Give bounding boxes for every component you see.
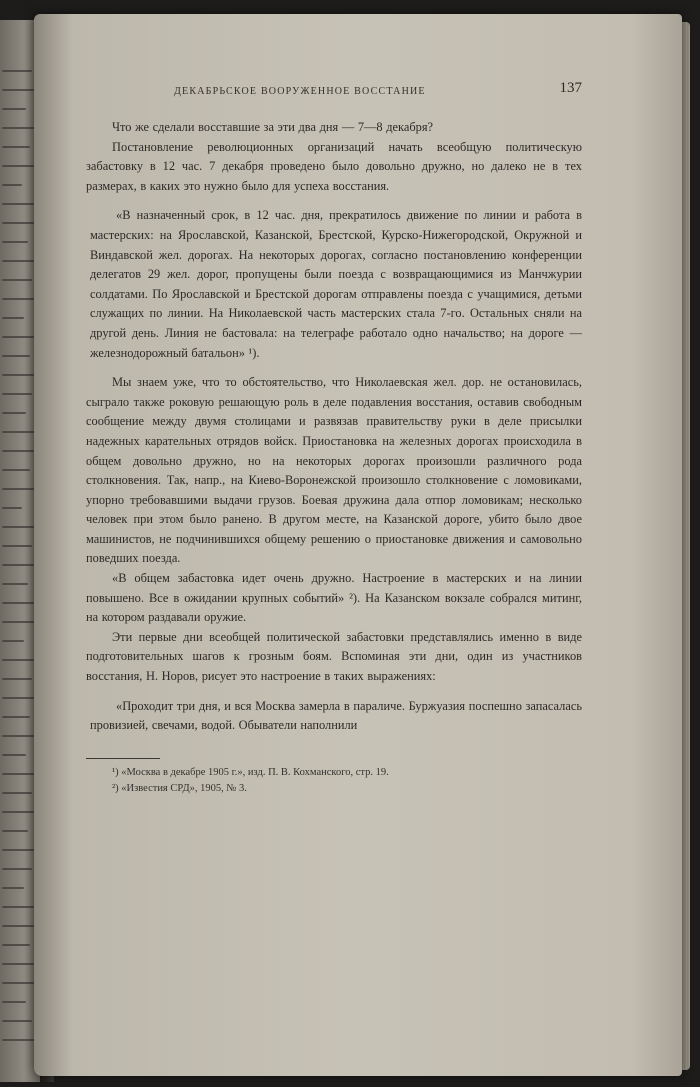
quote-strike-mood: «В общем забастовка идет очень дружно. Настроение в мастерских и на линии повышено. Все в ожидании крупных событий» ²). На Казанском вокзале собрался митинг, на котором раздавали оружие. xyxy=(86,571,582,625)
footnote-divider xyxy=(86,758,160,759)
paragraph-nikolaevskaya-railway: Мы знаем уже, что то обстоятельство, что Николаевская жел. дор. не остановилась, сыграло также роковую решающую роль в деле подавления восстания, оставив свободным сообщение между двумя столицами и развязав правительству руки в деле присылки надежных карательных отрядов войск. Приостановка на железных дорогах происходила в общем довольно дружно, но на некоторых дорогах произошли различного рода столкновения. Так, напр., на Киево-Воронежской произошло столкновение с ломовиками, упорно требовавшими выдачи грузов. Боевая дружина дала отпор ломовикам; несколько человек при этом было ранено. В другом месте, на Казанской дороге, убито было двое машинистов, не подчинившихся общему решению о приостановке движения и самовольно поведших поезда. xyxy=(86,375,582,566)
paragraph-first-days: Эти первые дни всеобщей политической забастовки представлялись именно в виде подготовительных шагов к грозным боям. Вспоминая эти дни, один из участников восстания, Н. Норов, рисует это настроение в таких выражениях: xyxy=(86,629,582,684)
paragraph-question: Что же сделали восставшие за эти два дня — 7—8 декабря? xyxy=(112,120,434,134)
page-content xyxy=(86,80,582,797)
running-head xyxy=(86,80,582,106)
footnote-2: ²) «Известия СРД», 1905, № 3. xyxy=(112,782,247,794)
quote-norov: «Проходит три дня, и вся Москва замерла в параличе. Буржуазия поспешно запасалась провизией, свечами, водой. Обыватели наполнили xyxy=(90,698,582,733)
quote-railway-strike: «В назначенный срок, в 12 час. дня, прекратилось движение по линии и работа в мастерских: на Ярославской, Казанской, Брестской, Курско-Нижегородской, Окружной и Виндавской жел. дорогах. На некоторых дорогах, согласно постановлению конференции делегатов 29 жел. дорог, пропущены были поезда с возвращающимися из Манчжурии солдатами. По Ярославской и Брестской дорогам отправлены поезда с учащимися, детьми служащих по линии. На Николаевской часть мастерских стала 7-го. Остальных сняли на другой день. Линия не бастовала: на телеграфе работало одно начальство; на дороге — железнодорожный батальон» ¹). xyxy=(90,208,582,360)
page-number: 137 xyxy=(559,80,582,96)
running-title: ДЕКАБРЬСКОЕ ВООРУЖЕННОЕ ВОССТАНИЕ xyxy=(174,86,426,97)
paragraph-strike-decision: Постановление революционных организаций начать всеобщую политическую забастовку в 12 час. 7 декабря проведено было довольно дружно, но далеко не в тех размерах, в каких это нужно было для успеха восстания. xyxy=(86,139,582,193)
footnote-1: ¹) «Москва в декабре 1905 г.», изд. П. В. Кохманского, стр. 19. xyxy=(112,766,389,778)
